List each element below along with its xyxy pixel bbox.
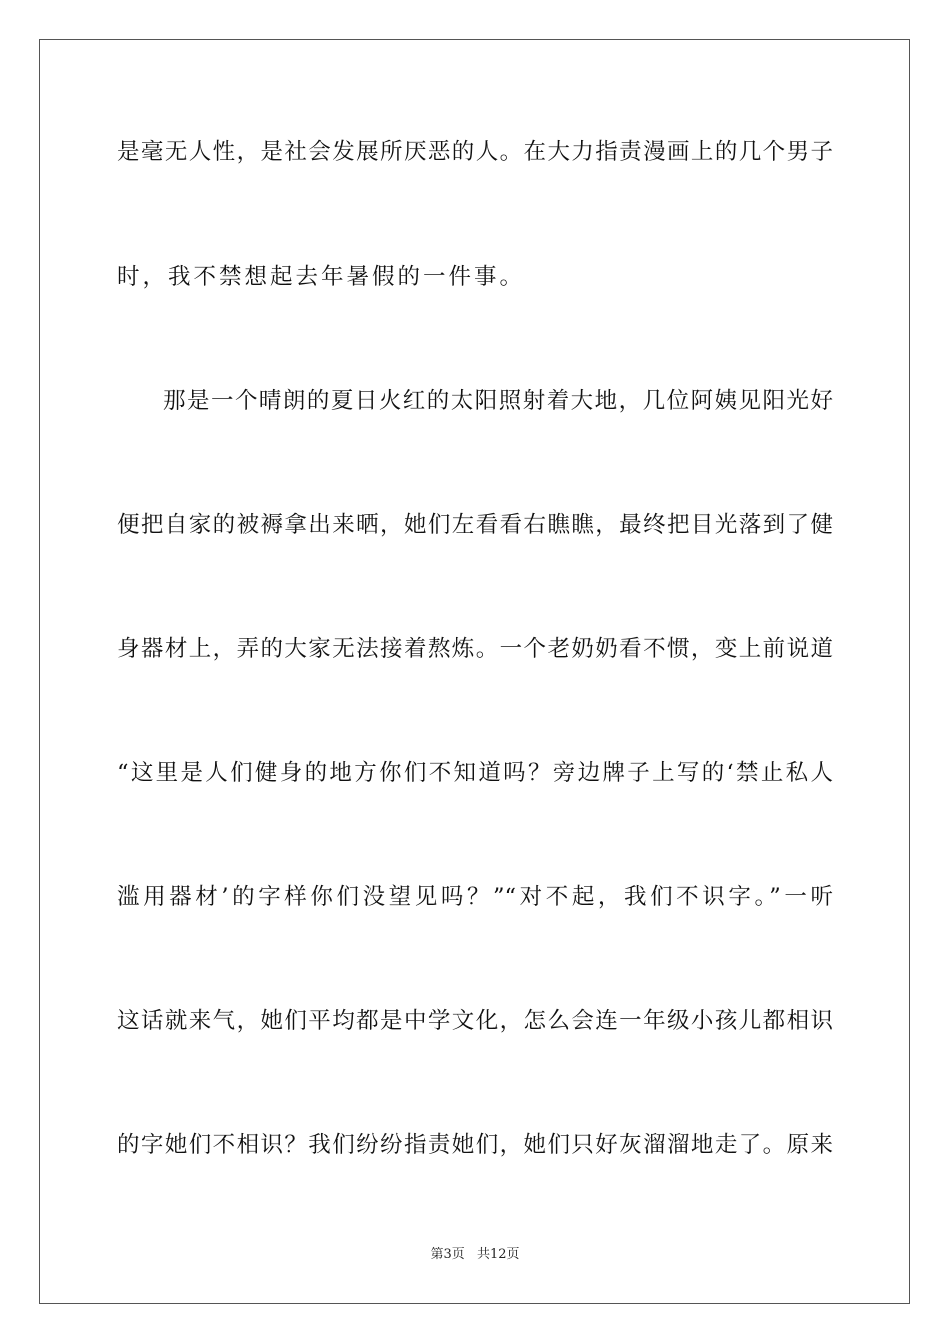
page-number: 第3页 [430, 1247, 465, 1262]
text-line: 是毫无人性，是社会发展所厌恶的人。在大力指责漫画上的几个男子 [117, 139, 833, 165]
text-line: “这里是人们健身的地方你们不知道吗？旁边牌子上写的‘禁止私人 [117, 760, 833, 786]
text-line: 便把自家的被褥拿出来晒，她们左看看右瞧瞧，最终把目光落到了健 [117, 512, 833, 538]
text-line: 这话就来气，她们平均都是中学文化，怎么会连一年级小孩儿都相识 [117, 1008, 833, 1034]
text-line: 滥用器材’的字样你们没望见吗？”“对不起，我们不识字。”一听 [117, 884, 833, 910]
page-footer [0, 1246, 950, 1264]
total-pages: 共12页 [476, 1247, 520, 1262]
text-line: 身器材上，弄的大家无法接着熬炼。一个老奶奶看不惯，变上前说道 [117, 636, 833, 662]
paragraph-first-line: 那是一个晴朗的夏日火红的太阳照射着大地，几位阿姨见阳光好 [163, 388, 833, 414]
page-border [39, 39, 910, 1304]
text-line: 的字她们不相识？我们纷纷指责她们，她们只好灰溜溜地走了。原来 [117, 1132, 833, 1158]
text-line: 时，我不禁想起去年暑假的一件事。 [117, 264, 526, 290]
